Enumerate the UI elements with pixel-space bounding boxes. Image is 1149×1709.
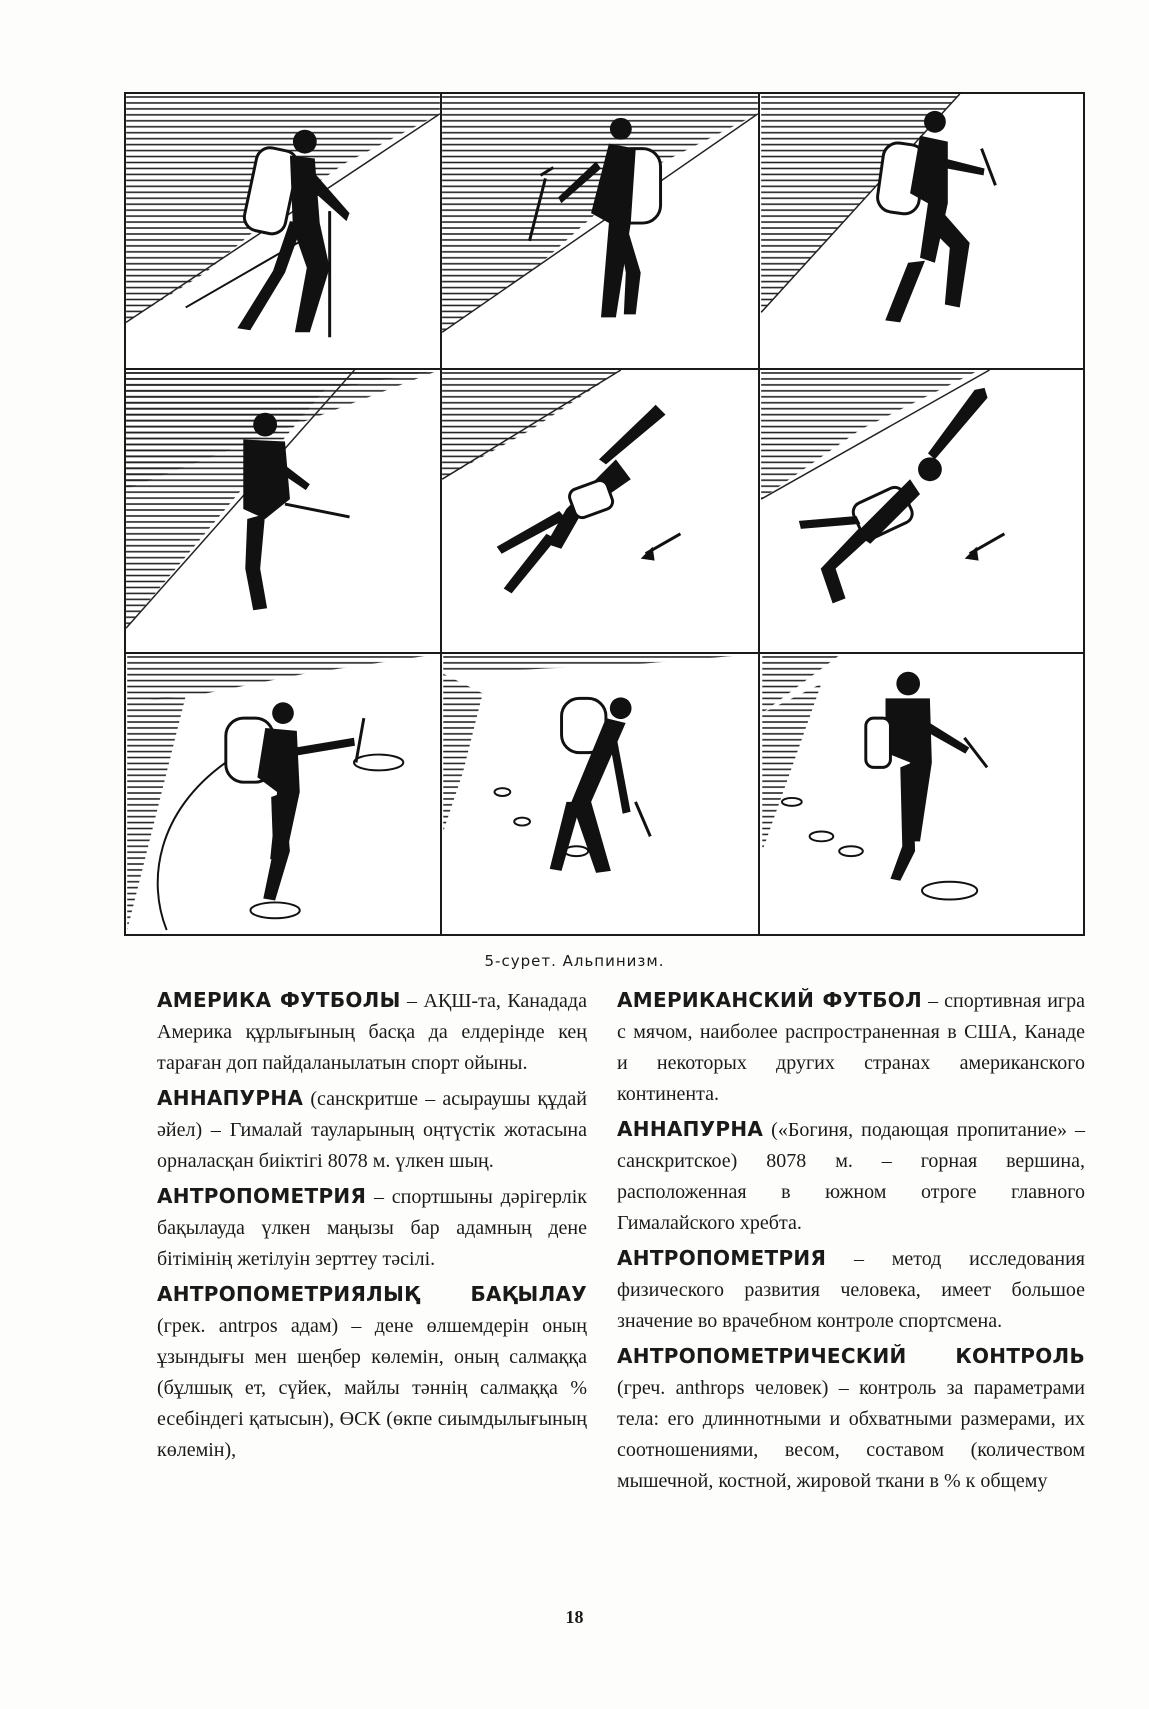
climber-traversing-illustration — [126, 370, 440, 652]
entry-text: – спортшыны дәрігерлік бақылауда үлкен маңызы бар адамның дене бітімінің жетілуін зерттеу тәсілі. — [157, 1186, 587, 1270]
panel-3-climber-stepping-up — [760, 94, 1083, 370]
climber-cutting-footholds-illustration — [442, 654, 758, 934]
entry-term: АМЕРИКА ФУТБОЛЫ — [157, 988, 401, 1012]
entry-term: АНТРОПОМЕТРИЯЛЫҚ БАҚЫЛАУ — [157, 1282, 587, 1306]
panel-4-climber-traversing — [126, 370, 442, 654]
climber-ascending-illustration — [126, 94, 440, 368]
entry-text: (греч. anthrops человек) – контроль за параметрами тела: его длиннотными и обхватными размерами, их соотношениями, весом, составом (количеством мышечной, костной, жировой ткани в % к общему — [617, 1377, 1085, 1492]
entry-term: АМЕРИКАНСКИЙ ФУТБОЛ — [617, 988, 922, 1012]
russian-column — [617, 985, 1085, 1501]
panel-8-climber-cutting-footholds — [442, 654, 760, 934]
panel-5-climber-sliding — [442, 370, 760, 654]
entry-text: (санскритше – асыраушы құдай әйел) – Гималай тауларының оңтүстік жотасына орналасқан биіктігі 8078 м. үлкен шың. — [157, 1088, 587, 1172]
climber-sliding-illustration — [442, 370, 758, 652]
alpinism-illustration-grid — [124, 92, 1085, 936]
page-number: 18 — [565, 1607, 584, 1627]
kazakh-column — [157, 985, 587, 1470]
entry-term: АНТРОПОМЕТРИЯ — [617, 1246, 827, 1270]
panel-7-climber-cutting-steps — [126, 654, 442, 934]
entry-annapurna-ru — [617, 1114, 1085, 1239]
entry-term: АНТРОПОМЕТРИЯ — [157, 1184, 367, 1208]
entry-term: АНТРОПОМЕТРИЧЕСКИЙ КОНТРОЛЬ — [617, 1344, 1085, 1368]
entry-term: АННАПУРНА — [157, 1086, 304, 1110]
climber-falling-illustration — [760, 370, 1083, 652]
panel-6-climber-falling — [760, 370, 1083, 654]
climber-facing-slope-illustration — [442, 94, 758, 368]
entry-term: АННАПУРНА — [617, 1117, 764, 1141]
entry-american-football-ru — [617, 985, 1085, 1110]
entry-text: – АҚШ-та, Канадада Америка құрлығының басқа да елдерінде кең тараған доп пайдаланылатын спорт ойыны. — [157, 990, 587, 1074]
climber-stepping-up-illustration — [760, 94, 1083, 368]
figure-caption: 5-сурет. Альпинизм. — [484, 952, 665, 970]
panel-9-climber-standing — [760, 654, 1083, 934]
panel-2-climber-facing-slope — [442, 94, 760, 370]
entry-text: – спортивная игра с мячом, наиболее распространенная в США, Канаде и некоторых других странах американского континента. — [617, 990, 1085, 1105]
entry-annapurna-kk — [157, 1083, 587, 1177]
entry-anthropometric-control-ru — [617, 1341, 1085, 1497]
entry-anthropometry-ru — [617, 1243, 1085, 1337]
climber-cutting-steps-illustration — [126, 654, 440, 934]
entry-text: («Богиня, подающая пропитание» – санскритское) 8078 м. – горная вершина, расположенная в южном отроге главного Гималайского хребта. — [617, 1119, 1085, 1234]
entry-text: (грек. antrpos адам) – дене өлшемдерін оның ұзындығы мен шеңбер көлемін, оның салмаққа (бұлшық ет, сүйек, майлы тәннің салмаққа % есебіндегі қатысын), ӨСК (өкпе сиымдылығының көлемін), — [157, 1315, 587, 1461]
panel-1-climber-ascending — [126, 94, 442, 370]
entry-american-football-kk — [157, 985, 587, 1079]
entry-anthropometric-control-kk — [157, 1279, 587, 1466]
climber-standing-illustration — [760, 654, 1083, 934]
entry-anthropometry-kk — [157, 1181, 587, 1275]
entry-text: – метод исследования физического развития человека, имеет большое значение во врачебном контроле спортсмена. — [617, 1248, 1085, 1332]
